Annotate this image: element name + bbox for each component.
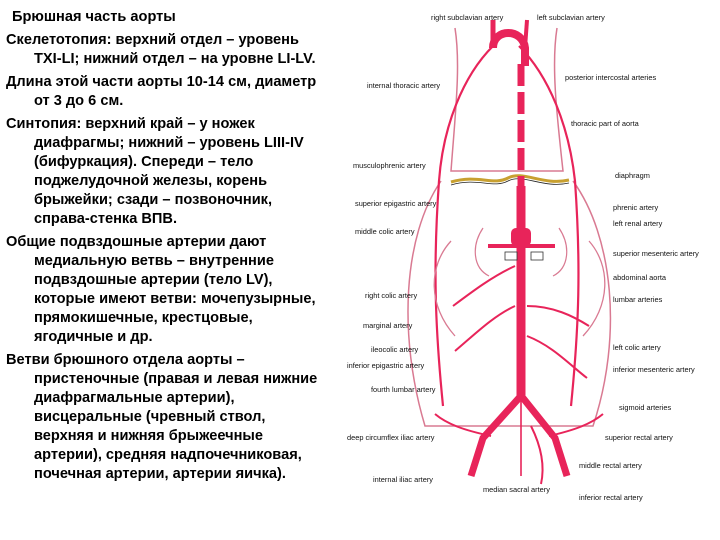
label-right-colic: right colic artery	[365, 291, 418, 300]
left-common-iliac	[523, 398, 567, 476]
label-marginal: marginal artery	[363, 321, 413, 330]
left-colic-branches	[527, 306, 589, 378]
label-left-colic: left colic artery	[613, 343, 661, 352]
paragraph-skeletotopy: Скелетотопия: верхний отдел – уровень ТXI-LI; нижний отдел – на уровне LI-LV.	[6, 32, 316, 67]
text-column	[0, 0, 318, 540]
left-colon-outline	[583, 241, 605, 336]
aortic-arch	[493, 33, 525, 66]
label-middle-colic: middle colic artery	[355, 227, 415, 236]
label-superior-rectal: superior rectal artery	[605, 433, 673, 442]
label-inferior-mesenteric: inferior mesenteric artery	[613, 365, 695, 374]
left-internal-thoracic-artery	[519, 46, 578, 406]
label-superior-epigastric: superior epigastric artery	[355, 199, 437, 208]
label-left-subclavian: left subclavian artery	[537, 13, 605, 22]
right-common-iliac	[471, 398, 519, 476]
label-inferior-rectal: inferior rectal artery	[579, 493, 643, 502]
paragraph-aorta-branches: Ветви брюшного отдела аорты – пристеночные (правая и левая нижние диафрагмальные артерии), висцеральные (чревный ствол, верхняя и нижняя брыжеечные артерии), средняя надпочечниковая, почечная артерии, артерии яичка).	[6, 352, 318, 482]
paragraph-syntopy: Синтопия: верхний край – у ножек диафрагмы; нижний – уровень LIII-IV (бифуркация). Спереди – тело поджелудочной железы, корень брыжейки; сзади – позвоночник, справа-стенка ВПВ.	[6, 116, 304, 227]
abdomen-outline	[408, 181, 610, 426]
label-thoracic-aorta: thoracic part of aorta	[571, 119, 639, 128]
celiac-trunk	[511, 228, 531, 246]
label-middle-rectal: middle rectal artery	[579, 461, 642, 470]
label-lumbar: lumbar arteries	[613, 295, 663, 304]
label-median-sacral: median sacral artery	[483, 485, 550, 494]
aorta-diagram-svg	[343, 6, 715, 534]
label-ileocolic: ileocolic artery	[371, 345, 419, 354]
diaphragm-line	[451, 176, 569, 182]
page-title: Брюшная часть аорты	[12, 9, 176, 25]
label-musculophrenic: musculophrenic artery	[353, 161, 426, 170]
label-right-subclavian: right subclavian artery	[431, 13, 504, 22]
label-sigmoid: sigmoid arteries	[619, 403, 672, 412]
label-abdominal-aorta: abdominal aorta	[613, 273, 667, 282]
label-posterior-intercostal: posterior intercostal arteries	[565, 73, 657, 82]
label-inferior-epigastric: inferior epigastric artery	[347, 361, 425, 370]
label-internal-iliac: internal iliac artery	[373, 475, 433, 484]
right-internal-thoracic-artery	[436, 46, 493, 406]
thorax-outline	[451, 28, 563, 171]
label-phrenic: phrenic artery	[613, 203, 659, 212]
paragraph-length: Длина этой части аорты 10-14 см, диаметр от 3 до 6 см.	[6, 74, 317, 109]
label-left-renal: left renal artery	[613, 219, 663, 228]
label-diaphragm: diaphragm	[615, 171, 650, 180]
label-superior-mesenteric: superior mesenteric artery	[613, 249, 699, 258]
label-deep-circumflex-iliac: deep circumflex iliac artery	[347, 433, 435, 442]
label-internal-thoracic: internal thoracic artery	[367, 81, 441, 90]
right-colic-branches	[453, 266, 515, 351]
label-fourth-lumbar: fourth lumbar artery	[371, 385, 436, 394]
aorta-diagram	[343, 6, 715, 534]
paragraph-iliac-arteries: Общие подвздошные артерии дают медиальную ветвь – внутренние подвздошные артерии (тело LV), которые имеют ветви: мочепузырные, прямокишечные, крестцовые, ягодичные и др.	[6, 234, 316, 345]
